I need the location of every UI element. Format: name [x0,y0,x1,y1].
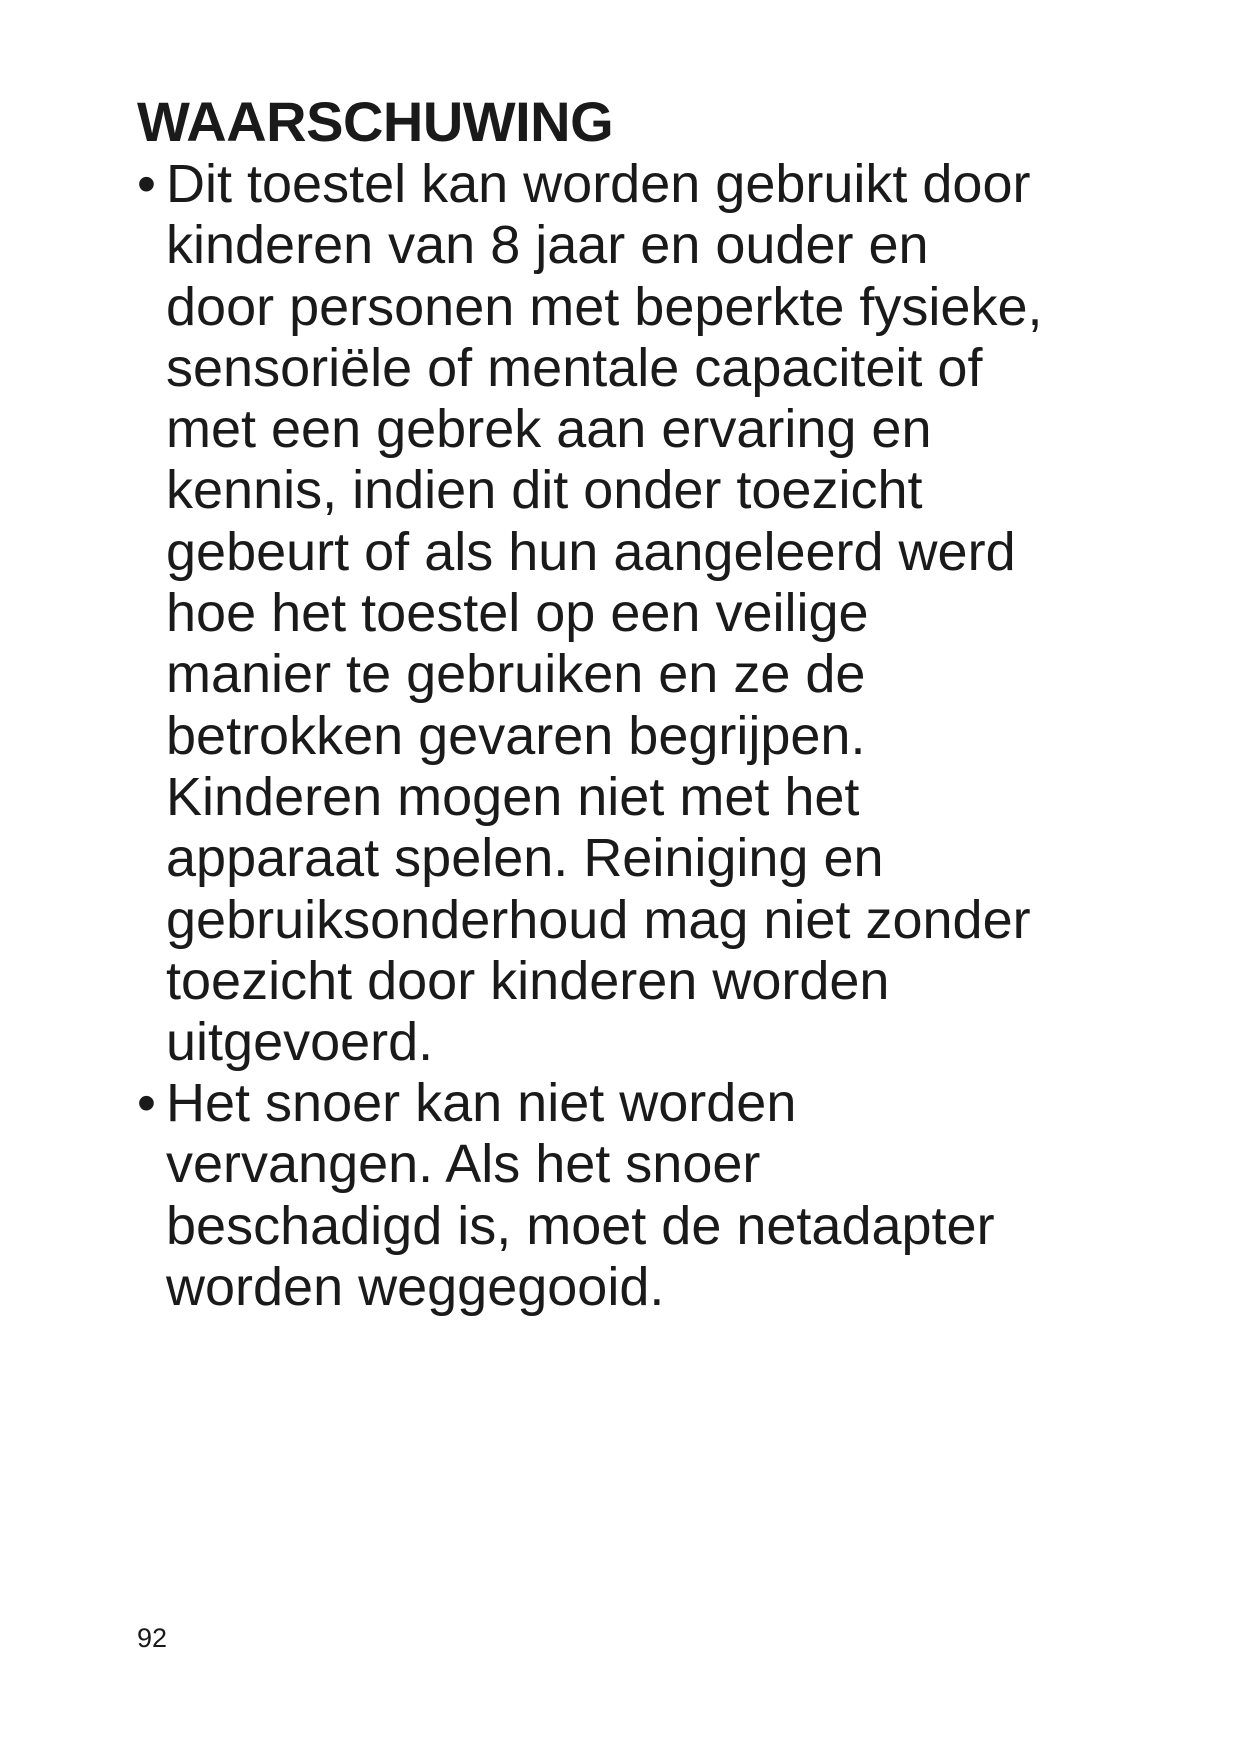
text-line: toezicht door kinderen worden [166,950,890,1011]
text-line: Het snoer kan niet worden [166,1073,797,1133]
page-number: 92 [137,1623,168,1653]
text-line: beschadigd is, moet de netadapter [166,1195,995,1256]
text-line: betrokken gevaren begrijpen. [166,705,866,766]
text-line: kinderen van 8 jaar en ouder en [166,215,929,276]
text-line: uitgevoerd. [166,1012,434,1073]
text-line: sensoriële of mentale capaciteit of [166,337,983,398]
warning-item-text [166,154,1043,1073]
text-line: door personen met beperkte fysieke, [166,276,1043,337]
text-line: Kinderen mogen niet met het [166,766,860,827]
warning-heading: WAARSCHUWING [137,90,614,153]
text-line: kennis, indien dit onder toezicht [166,460,923,521]
text-line: gebeurt of als hun aangeleerd werd [166,521,1016,582]
bullet-icon: • [137,154,156,214]
text-line: Dit toestel kan worden gebruikt door [166,154,1031,214]
text-line: worden weggegooid. [166,1256,665,1317]
text-line: apparaat spelen. Reiniging en [166,828,884,889]
text-line: met een gebrek aan ervaring en [166,399,932,460]
text-line: hoe het toestel op een veilige [166,583,869,644]
bullet-icon: • [137,1073,156,1133]
text-line: manier te gebruiken en ze de [166,644,866,705]
text-line: vervangen. Als het snoer [166,1134,761,1195]
warning-item-text [166,1073,995,1318]
text-line: gebruiksonderhoud mag niet zonder [166,889,1031,950]
